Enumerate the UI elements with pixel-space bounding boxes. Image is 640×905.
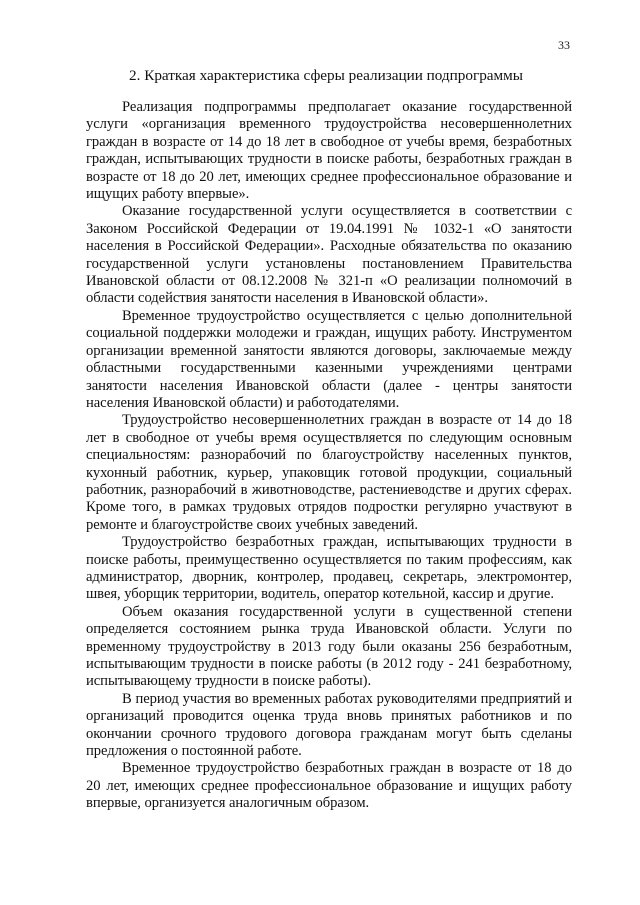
paragraph: В период участия во временных работах руководителями предприятий и организаций проводится оценка труда вновь принятых работников и по окончании срочного трудового договора гражданам могут быть сделаны предложения о постоянной работе. bbox=[86, 690, 572, 760]
section-heading: 2. Краткая характеристика сферы реализации подпрограммы bbox=[129, 67, 523, 84]
paragraph: Временное трудоустройство безработных граждан в возрасте от 18 до 20 лет, имеющих среднее профессиональное образование и ищущих работу впервые, организуется аналогичным образом. bbox=[86, 760, 572, 812]
paragraph: Реализация подпрограммы предполагает оказание государственной услуги «организация временного трудоустройства несовершеннолетних граждан в возрасте от 14 до 18 лет в свободное от учебы время, безработных граждан, испытывающих трудности в поиске работы, безработных граждан в возрасте от 18 до 20 лет, имеющих среднее профессиональное образование и ищущих работу впервые». bbox=[86, 99, 572, 203]
section-body bbox=[86, 99, 572, 813]
paragraph: Трудоустройство безработных граждан, испытывающих трудности в поиске работы, преимущественно осуществляется по таким профессиям, как администратор, дворник, контролер, продавец, секретарь, электромонтер, швея, уборщик территории, водитель, оператор котельной, кассир и другие. bbox=[86, 534, 572, 603]
page-number: 33 bbox=[558, 38, 570, 52]
paragraph: Трудоустройство несовершеннолетних граждан в возрасте от 14 до 18 лет в свободное от учебы время осуществляется по следующим основным специальностям: разнорабочий по благоустройству населенных пунктов, кухонный работник, курьер, упаковщик готовой продукции, социальный работник, разнорабочий в животноводстве, растениеводстве и других сферах. Кроме того, в рамках трудовых отрядов подростки регулярно участвуют в ремонте и благоустройстве своих учебных заведений. bbox=[86, 412, 572, 533]
paragraph: Временное трудоустройство осуществляется с целью дополнительной социальной поддержки молодежи и граждан, ищущих работу. Инструментом организации временной занятости являются договоры, заключаемые между областными государственными казенными учреждениями центрами занятости населения Ивановской области (далее - центры занятости населения Ивановской области) и работодателями. bbox=[86, 307, 572, 411]
paragraph: Объем оказания государственной услуги в существенной степени определяется состоянием рынка труда Ивановской области. Услуги по временному трудоустройству в 2013 году были оказаны 256 безработным, испытывающим трудности в поиске работы (в 2012 году - 241 безработному, испытывающему трудности в поиске работы). bbox=[86, 603, 572, 690]
paragraph: Оказание государственной услуги осуществляется в соответствии с Законом Российской Федерации от 19.04.1991 № 1032-1 «О занятости населения в Российской Федерации». Расходные обязательства по оказанию государственной услуги установлены постановлением Правительства Ивановской области от 08.12.2008 № 321-п «О реализации полномочий в области содействия занятости населения в Ивановской области». bbox=[86, 203, 572, 307]
